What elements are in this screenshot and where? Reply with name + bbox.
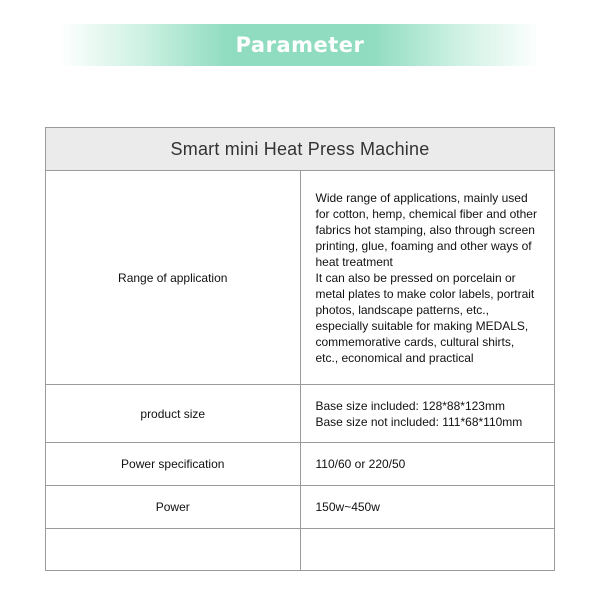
- row-label-empty: [46, 529, 301, 571]
- table-row-empty: [46, 529, 555, 571]
- table-row: [46, 443, 555, 486]
- table-row: [46, 385, 555, 443]
- row-label-power-specification: Power specification: [46, 443, 301, 486]
- parameter-banner: [60, 24, 540, 66]
- product-size-line: Base size included: 128*88*123mm: [315, 398, 505, 413]
- row-label-power: Power: [46, 486, 301, 529]
- application-description-line: Wide range of applications, mainly used for cotton, hemp, chemical fiber and other fabrics hot stamping, also through screen printing, glue, foaming and other ways of heat treatment: [315, 190, 537, 269]
- table-title: Smart mini Heat Press Machine: [46, 128, 555, 171]
- table-header-row: [46, 128, 555, 171]
- power-specification-value: 110/60 or 220/50: [315, 457, 406, 471]
- application-description-line: It can also be pressed on porcelain or metal plates to make color labels, portrait photos, landscape patterns, etc., especially suitable for making MEDALS, commemorative cards, cultural shirts, etc., economical and practical: [315, 270, 535, 365]
- row-value-product-size: [300, 385, 555, 443]
- row-value-range-of-application: [300, 171, 555, 385]
- row-value-power-specification: [300, 443, 555, 486]
- power-value: 150w~450w: [315, 500, 380, 514]
- table-row: [46, 486, 555, 529]
- row-label-product-size: product size: [46, 385, 301, 443]
- row-value-empty: [300, 529, 555, 571]
- product-size-line: Base size not included: 111*68*110mm: [315, 414, 523, 429]
- banner-title: Parameter: [235, 33, 365, 57]
- row-label-range-of-application: Range of application: [46, 171, 301, 385]
- table-row: [46, 171, 555, 385]
- row-value-power: [300, 486, 555, 529]
- parameter-table: [45, 127, 555, 571]
